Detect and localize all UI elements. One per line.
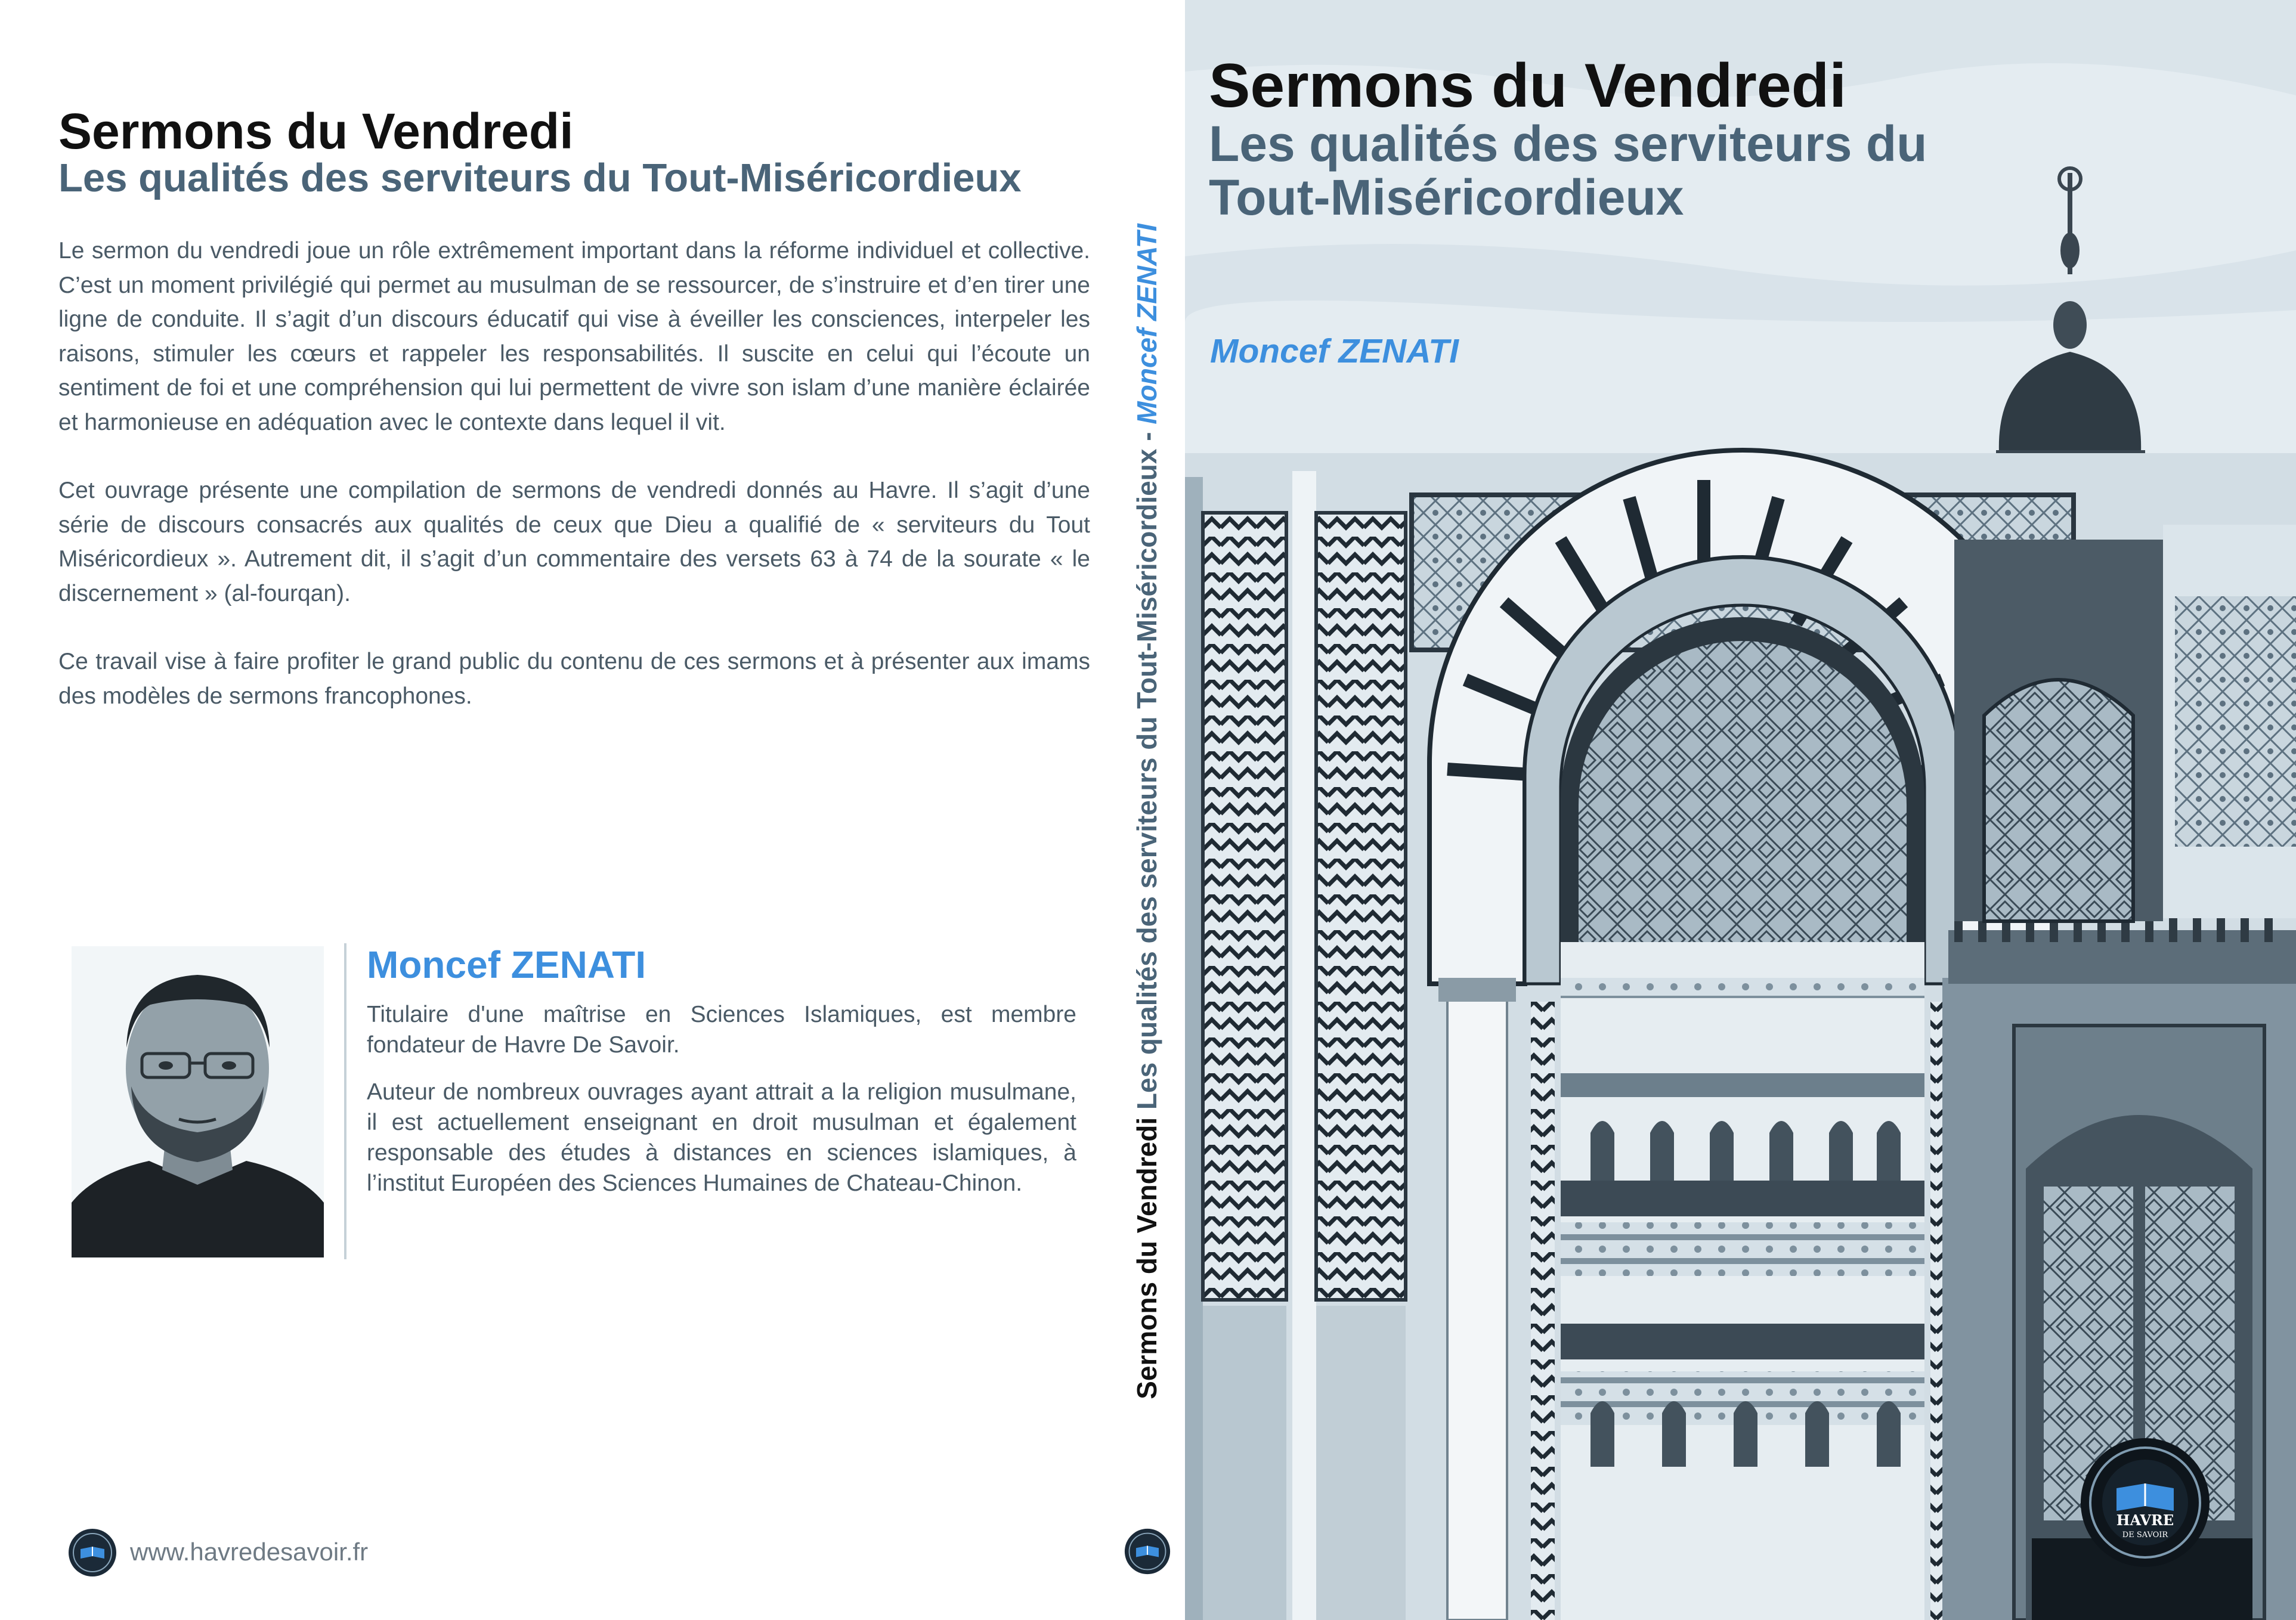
back-cover-description xyxy=(58,234,1090,747)
mihrab-illustration xyxy=(1185,0,2296,1620)
spine-subtitle: Les qualités des serviteurs du Tout-Miséricordieux - xyxy=(1131,424,1162,1117)
author-bio-paragraph: Auteur de nombreux ouvrages ayant attrait a la religion musulmane, il est actuellement enseignant en droit musulman et également responsable des études à distances en sciences islamiques, à l’institut Européen des Sciences Humaines de Chateau-Chinon. xyxy=(367,1079,1076,1196)
author-name: Moncef ZENATI xyxy=(367,943,646,986)
author-bio xyxy=(367,999,1076,1215)
front-cover-author: Moncef ZENATI xyxy=(1210,332,1459,370)
publisher-logo-name: HAVRE xyxy=(2116,1511,2174,1529)
author-photo xyxy=(72,946,324,1257)
publisher-small-logo-icon xyxy=(67,1528,117,1578)
author-bio-paragraph: Titulaire d'une maîtrise en Sciences Islamiques, est membre fondateur de Havre De Savoir. xyxy=(367,1002,1076,1058)
spine-publisher-logo-icon xyxy=(1124,1528,1171,1575)
website-link[interactable]: www.havredesavoir.fr xyxy=(130,1538,369,1566)
front-cover-subtitle xyxy=(1209,117,2103,224)
front-cover xyxy=(1185,0,2296,1620)
back-cover-subtitle: Les qualités des serviteurs du Tout-Miséricordieux xyxy=(58,156,1022,200)
description-paragraph: Le sermon du vendredi joue un rôle extrêmement important dans la réforme individuel et collective. C’est un moment privilégié qui permet au musulman de se ressourcer, de s’instruire et d’en tirer une ligne de conduite. Il s’agit d’un discours éducatif qui vise à éveiller les consciences, interpeler les raisons, stimuler les cœurs et rappeler les responsabilités. Il suscite en celui qui l’écoute un sentiment de foi et une compréhension qui lui permettent de vivre son islam d’une manière éclairée et harmonieuse en adéquation avec le contexte dans lequel il vit. xyxy=(58,238,1090,435)
back-cover-title: Sermons du Vendredi xyxy=(58,103,574,159)
spine-author: Moncef ZENATI xyxy=(1131,224,1162,425)
description-paragraph: Cet ouvrage présente une compilation de sermons de vendredi donnés au Havre. Il s’agit d’une série de discours consacrés aux qualités de ceux que Dieu a qualifié de « serviteurs du Tout Miséricordieux ». Autrement dit, il s’agit d’un commentaire des versets 63 à 74 de la sourate « le discernement » (al-fourqan). xyxy=(58,478,1090,606)
publisher-logo-subname: DE SAVOIR xyxy=(2122,1531,2168,1540)
front-cover-subtitle-line: Les qualités des serviteurs du xyxy=(1209,116,1927,172)
front-cover-subtitle-line: Tout-Miséricordieux xyxy=(1209,169,1684,225)
publisher-logo xyxy=(2080,1437,2211,1568)
author-divider xyxy=(344,943,346,1259)
front-cover-title: Sermons du Vendredi xyxy=(1209,51,1847,120)
back-cover xyxy=(0,0,1109,1620)
spine xyxy=(1109,0,1185,1620)
description-paragraph: Ce travail vise à faire profiter le grand public du contenu de ces sermons et à présenter aux imams des modèles de sermons francophones. xyxy=(58,649,1090,709)
spine-title: Sermons du Vendredi xyxy=(1131,1117,1162,1399)
spine-text xyxy=(1131,224,1163,1399)
